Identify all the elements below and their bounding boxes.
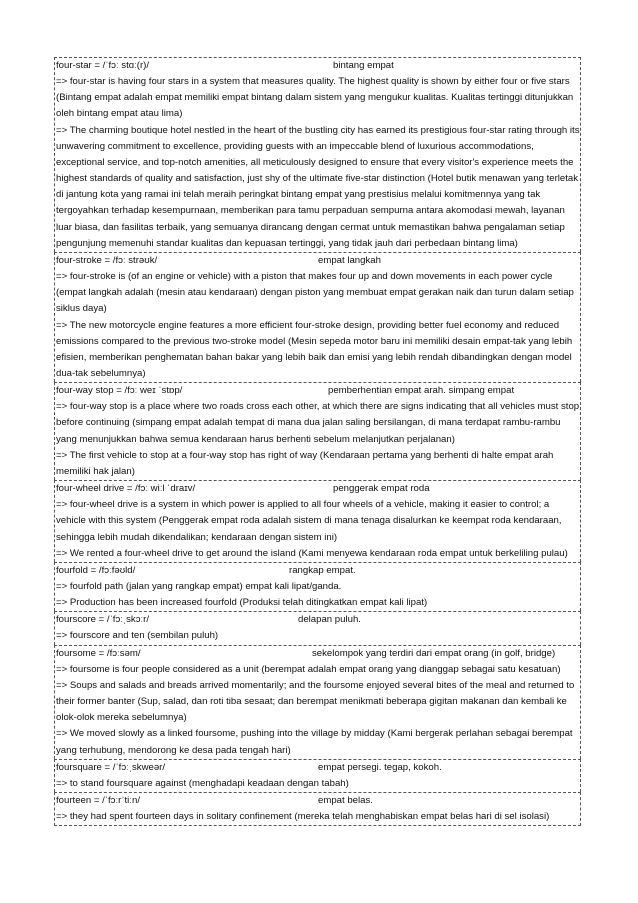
entry-meaning: sekelompok yang terdiri dari empat orang (in golf, bridge) <box>312 647 556 659</box>
entry-meaning: penggerak empat roda <box>333 483 430 495</box>
entry-example: => We rented a four-wheel drive to get around the island (Kami menyewa kendaraan roda empat untuk berkeliling pulau) <box>56 547 568 559</box>
entry-four-star <box>54 57 581 252</box>
entry-meaning: empat langkah <box>318 254 381 266</box>
entry-meaning: rangkap empat. <box>289 564 356 576</box>
entry-headword: fourscore = /ˈfɔːˌskɔːr/ <box>56 614 150 626</box>
entry-headword-row <box>56 563 580 579</box>
entry-foursome <box>54 645 581 759</box>
entry-definition: => four-star is having four stars in a system that measures quality. The highest quality is shown by either four or five stars (Bintang empat adalah empat memiliki empat bintang dalam sistem yang mengukur kualitas. Kualitas tertinggi ditunjukkan oleh bintang empat atau lima) <box>56 76 574 120</box>
entry-headword-row <box>56 646 580 662</box>
entry-headword: four-stroke = /fɔː strəʊk/ <box>56 254 158 266</box>
entry-four-way-stop <box>54 382 581 480</box>
entry-example: => Production has been increased fourfold (Produksi telah ditingkatkan empat kali lipat) <box>56 597 428 609</box>
entry-foursquare <box>54 759 581 792</box>
entry-example: => The charming boutique hotel nestled in the heart of the bustling city has earned its prestigious four-star rating through its unwavering commitment to excellence, providing guests with an impeccable blend of luxurious accommodations, exceptional service, and top-notch amenities, all meticulously designed to ensure that every visitor's experience meets the highest standards of quality and satisfaction, just shy of the ultimate five-star distinction (Hotel butik menawan yang terletak di jantung kota yang ramai ini telah meraih peringkat bintang empat yang prestisius melalui komitmennya yang tak tergoyahkan terhadap kesempurnaan, memberikan para tamu perpaduan sempurna antara akomodasi mewah, layanan luar biasa, dan fasilitas terbaik, yang semuanya dirancang dengan cermat untuk memastikan bahwa pengalaman setiap pengunjung memenuhi standar kualitas dan kepuasan tertinggi, yang tidak jauh dari perbedaan bintang lima) <box>56 124 580 249</box>
entry-fourscore <box>54 611 581 644</box>
entry-headword-row <box>56 383 580 399</box>
entry-headword-row <box>56 760 580 776</box>
entry-definition: => foursome is four people considered as a unit (berempat adalah empat orang yang dianggap sebagai satu kesatuan) <box>56 663 561 675</box>
entry-definition: => four-stroke is (of an engine or vehicle) with a piston that makes four up and down movements in each power cycle (empat langkah adalah (mesin atau kendaraan) dengan piston yang membuat empat gerakan naik dan turun dalam setiap siklus daya) <box>56 271 574 315</box>
entry-headword-row <box>56 612 580 628</box>
entry-headword-row <box>56 481 580 497</box>
entry-meaning: delapan puluh. <box>298 614 361 626</box>
entry-meaning: bintang empat <box>333 60 394 71</box>
entry-definition: => four-wheel drive is a system in which power is applied to all four wheels of a vehicle, making it easier to control; a vehicle with this system (Penggerak empat roda adalah sistem di mana tenaga disalurkan ke keempat roda kendaraan, sehingga lebih mudah dikendalikan; kendaraan dengan sistem ini) <box>56 499 562 543</box>
entry-four-wheel-drive <box>54 480 581 562</box>
entry-example: => to stand foursquare against (menghadapi keadaan dengan tabah) <box>56 777 349 789</box>
entry-four-stroke <box>54 252 581 382</box>
entry-meaning: pemberhentian empat arah. simpang empat <box>328 385 515 397</box>
entry-example: => We moved slowly as a linked foursome, pushing into the village by midday (Kami bergerak perlahan sebagai berempat yang terhubung, mendorong ke desa pada tengah hari) <box>56 728 573 756</box>
entry-definition: => fourfold path (jalan yang rangkap empat) empat kali lipat/ganda. <box>56 581 342 592</box>
entry-example: => fourscore and ten (sembilan puluh) <box>56 630 219 642</box>
entry-meaning: empat belas. <box>318 795 373 807</box>
entry-example: => The new motorcycle engine features a more efficient four-stroke design, providing better fuel economy and reduced emissions compared to the previous two-stroke model (Mesin sepeda motor baru ini memiliki desain empat-tak yang lebih efisien, memberikan penghematan bahan bakar yang lebih baik dan emisi yang lebih rendah dibandingkan dengan model dua-tak sebelumnya) <box>56 319 573 379</box>
entry-example: => The first vehicle to stop at a four-way stop has right of way (Kendaraan pertama yang berhenti di halte empat arah memiliki hak jalan) <box>56 449 554 477</box>
entry-headword-row <box>56 793 580 809</box>
entry-fourteen <box>54 792 581 826</box>
entry-example: => Soups and salads and breads arrived momentarily; and the foursome enjoyed several bites of the meal and returned to their former banter (Sup, salad, dan roti tiba sesaat; dan berempat menikmati beberapa gigitan makanan dan kembali ke olok-olok mereka sebelumnya) <box>56 679 575 724</box>
entry-headword: four-way stop = /fɔː weɪ ˈstɒp/ <box>56 385 183 397</box>
entry-meaning: empat persegi. tegap, kokoh. <box>318 761 442 773</box>
entry-headword-row <box>56 253 580 269</box>
entry-headword: four-star = /ˈfɔː stɑː(r)/ <box>56 60 150 71</box>
entry-headword: foursome = /fɔːsəm/ <box>56 647 141 659</box>
entry-headword: fourfold = /fɔːfəʊld/ <box>56 564 136 576</box>
entry-headword-row <box>56 58 580 74</box>
entry-example: => they had spent fourteen days in solitary confinement (mereka telah menghabiskan empat belas hari di sel isolasi) <box>56 811 550 823</box>
entry-definition: => four-way stop is a place where two roads cross each other, at which there are signs indicating that all vehicles must stop before continuing (simpang empat adalah tempat di mana dua jalan saling bersilangan, di mana terdapat rambu-rambu yang menunjukkan bahwa semua kendaraan harus berhenti sebelum melanjutkan perjalanan) <box>56 401 580 445</box>
entry-headword: fourteen = /ˈfɔːrˈtiːn/ <box>56 795 140 807</box>
entry-headword: four-wheel drive = /fɔː wiːl ˈdraɪv/ <box>56 483 196 495</box>
entry-headword: foursquare = /ˈfɔːˌskweər/ <box>56 761 166 773</box>
entry-fourfold <box>54 562 581 611</box>
dictionary-document <box>54 57 581 826</box>
